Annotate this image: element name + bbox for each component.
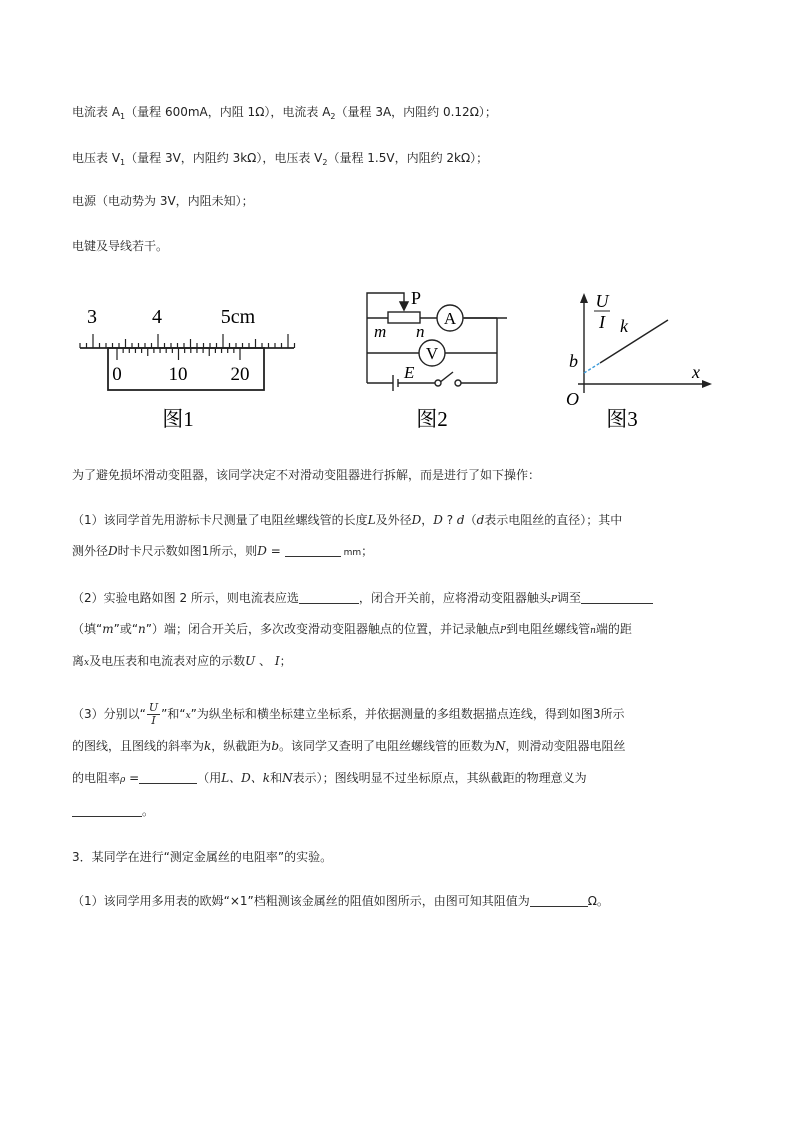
q1-line-1: （1）该同学首先用游标卡尺测量了电阻丝螺线管的长度L及外径D，D ? d（d表示电阻丝的直径）；其中 <box>72 513 623 527</box>
figure-1-vernier-caliper <box>72 290 302 440</box>
battery-label-e: E <box>404 363 415 382</box>
problem-3-q1: （1）该同学用多用表的欧姆“×1”档粗测该金属丝的阻值如图所示，由图可知其阻值为 Ω。 <box>72 894 609 908</box>
q3-fraction: $\frac{U}{I}$ <box>148 701 159 727</box>
origin-label: O <box>566 389 579 409</box>
main-scale-label-3: 3 <box>87 306 97 328</box>
figure-2-circuit <box>357 290 507 440</box>
intro-paragraph: 为了避免损坏滑动变阻器，该同学决定不对滑动变阻器进行拆解，而是进行了如下操作： <box>72 468 541 482</box>
q2-line-1: （2）实验电路如图 2 所示，则电流表应选 ，闭合开关前，应将滑动变阻器触头P调至 <box>72 590 653 608</box>
q2-ammeter-blank[interactable] <box>299 591 359 604</box>
slider-label-p: P <box>411 290 422 308</box>
graph-line-extension <box>584 363 600 373</box>
q3-line-3: 的电阻率ρ = （用L、D、k和N表示）；图线明显不过坐标原点，其纵截距的物理意义为 <box>72 771 587 785</box>
rheostat-end-m: m <box>374 322 387 341</box>
rheostat-end-n: n <box>416 322 425 341</box>
problem-3-title: 3．某同学在进行“测定金属丝的电阻率”的实验。 <box>72 850 333 864</box>
figure-3-graph <box>560 290 720 440</box>
vernier-label-20: 20 <box>230 364 250 385</box>
q3-meaning-blank[interactable] <box>72 804 142 817</box>
q1-answer-blank[interactable] <box>285 544 341 557</box>
equipment-line-voltmeters: 电压表 $V_1$（量程 3V，内阻约 3kΩ），电压表 $V_2$（量程 1.5V，内阻约 2kΩ）； <box>72 151 489 167</box>
q1-line-2: 测外径D时卡尺示数如图1所示，则D = mm； <box>72 544 374 558</box>
slider-arrowhead <box>400 302 408 310</box>
q2-line-3: 离x及电压表和电流表对应的示数U 、 I； <box>72 654 292 668</box>
voltmeter-label: V <box>425 344 439 363</box>
figure-2-caption: 图2 <box>416 407 448 431</box>
main-scale-ticks <box>80 334 295 348</box>
vernier-label-0: 0 <box>112 364 122 385</box>
problem-3-resistance-blank[interactable] <box>530 894 588 907</box>
main-scale-label-5cm: 5cm <box>220 306 256 328</box>
q2-end-blank[interactable] <box>581 591 653 604</box>
ammeter-label: A <box>443 309 457 328</box>
figure-3-caption: 图3 <box>606 407 638 431</box>
vernier-label-10: 10 <box>168 364 188 385</box>
equipment-line-ammeters: 电流表 $A_1$（量程 600mA，内阻 1Ω），电流表 $A_2$（量程 3A，内阻约 0.12Ω）； <box>72 105 497 121</box>
graph-line <box>600 320 668 363</box>
x-axis-label: x <box>692 362 700 382</box>
q3-line-4: 。 <box>72 803 154 819</box>
q3-rho-blank[interactable] <box>139 771 197 784</box>
y-axis-label-denominator: I <box>599 312 605 332</box>
intercept-label-b: b <box>569 351 578 371</box>
equipment-line-switch: 电键及导线若干。 <box>72 239 169 253</box>
q3-line-2: 的图线，且图线的斜率为k，纵截距为b。该同学又查明了电阻丝螺线管的匝数为N，则滑动变阻器电阻丝 <box>72 739 626 753</box>
main-scale-label-4: 4 <box>152 306 162 328</box>
figures-row <box>72 290 732 440</box>
switch-contact-right <box>455 380 461 386</box>
vernier-scale-ticks <box>117 348 240 360</box>
figure-1-caption: 图1 <box>162 407 194 431</box>
y-axis-arrow <box>580 293 588 303</box>
x-axis-arrow <box>702 380 712 388</box>
q2-line-2: （填“m”或“n”）端；闭合开关后，多次改变滑动变阻器触点的位置，并记录触点P到电阻丝螺线管n端的距 <box>72 622 632 636</box>
slope-label-k: k <box>620 316 628 336</box>
y-axis-label-numerator: U <box>595 291 609 311</box>
switch-contact-left <box>435 380 441 386</box>
equipment-line-source: 电源（电动势为 3V，内阻未知）； <box>72 194 254 208</box>
q3-line-1: （3）分别以“ $\frac{U}{I}$ ”和“x”为纵坐标和横坐标建立坐标系，并依据测量的多组数据描点连线，得到如图3所示 <box>72 701 625 727</box>
